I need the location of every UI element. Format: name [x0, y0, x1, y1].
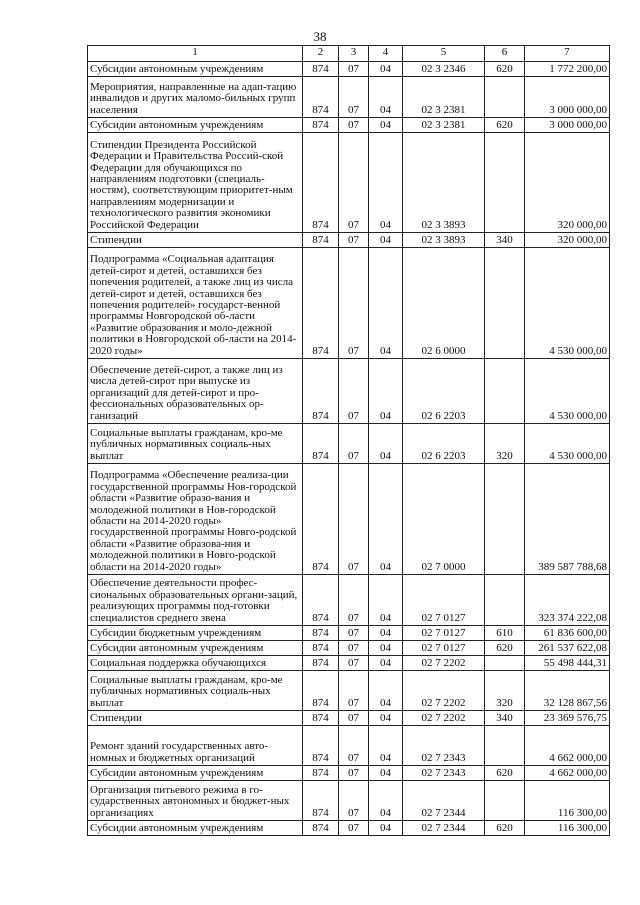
amount: 261 537 622,08	[525, 641, 610, 656]
subsection-code: 04	[369, 726, 403, 766]
ministry-code: 874	[303, 821, 339, 836]
section-code: 07	[339, 233, 369, 248]
section-code: 07	[339, 133, 369, 233]
expense-type-code: 320	[485, 424, 525, 464]
expense-type-code: 340	[485, 233, 525, 248]
table-row	[88, 641, 610, 656]
row-name: Подпрограмма «Обеспечение реализа-ции государственной программы Нов-городской области «Развитие образо-вания и молодежной политики в Нов-городской области на 2014-2020 годы» государственной программы Новго-родской области «Развитие образова-ния и молодежной политики в Новго-родской области на 2014-2020 годы»	[88, 464, 303, 575]
section-code: 07	[339, 464, 369, 575]
row-name: Субсидии автономным учреждениям	[88, 641, 303, 656]
target-article-code: 02 7 0000	[403, 464, 485, 575]
table-row	[88, 359, 610, 424]
subsection-code: 04	[369, 359, 403, 424]
amount: 116 300,00	[525, 781, 610, 821]
subsection-code: 04	[369, 821, 403, 836]
ministry-code: 874	[303, 424, 339, 464]
target-article-code: 02 7 0127	[403, 641, 485, 656]
table-row	[88, 656, 610, 671]
expense-type-code: 620	[485, 62, 525, 77]
ministry-code: 874	[303, 248, 339, 359]
target-article-code: 02 3 2381	[403, 118, 485, 133]
target-article-code: 02 3 2346	[403, 62, 485, 77]
ministry-code: 874	[303, 359, 339, 424]
target-article-code: 02 7 2344	[403, 821, 485, 836]
table-row	[88, 821, 610, 836]
ministry-code: 874	[303, 575, 339, 626]
table-row	[88, 781, 610, 821]
section-code: 07	[339, 248, 369, 359]
expense-type-code: 610	[485, 626, 525, 641]
target-article-code: 02 7 2202	[403, 671, 485, 711]
amount: 4 530 000,00	[525, 248, 610, 359]
target-article-code: 02 7 0127	[403, 575, 485, 626]
amount: 116 300,00	[525, 821, 610, 836]
amount: 320 000,00	[525, 233, 610, 248]
table-row	[88, 233, 610, 248]
section-code: 07	[339, 726, 369, 766]
subsection-code: 04	[369, 133, 403, 233]
section-code: 07	[339, 766, 369, 781]
subsection-code: 04	[369, 233, 403, 248]
expense-type-code	[485, 656, 525, 671]
ministry-code: 874	[303, 726, 339, 766]
ministry-code: 874	[303, 656, 339, 671]
row-name: Субсидии бюджетным учреждениям	[88, 626, 303, 641]
target-article-code: 02 3 2381	[403, 77, 485, 118]
table-row	[88, 424, 610, 464]
column-header: 7	[525, 46, 610, 62]
ministry-code: 874	[303, 77, 339, 118]
section-code: 07	[339, 626, 369, 641]
row-name: Социальные выплаты гражданам, кро-ме публичных нормативных социаль-ных выплат	[88, 424, 303, 464]
expense-type-code: 620	[485, 118, 525, 133]
expense-type-code: 320	[485, 671, 525, 711]
ministry-code: 874	[303, 62, 339, 77]
target-article-code: 02 7 0127	[403, 626, 485, 641]
column-header: 6	[485, 46, 525, 62]
column-header: 4	[369, 46, 403, 62]
target-article-code: 02 3 3893	[403, 133, 485, 233]
row-name: Обеспечение деятельности профес-сиональных образовательных органи-заций, реализующих программы под-готовки специалистов среднего звена	[88, 575, 303, 626]
subsection-code: 04	[369, 781, 403, 821]
expense-type-code	[485, 77, 525, 118]
row-name: Стипендии	[88, 711, 303, 726]
row-name: Стипендии	[88, 233, 303, 248]
table-row	[88, 626, 610, 641]
amount: 4 530 000,00	[525, 424, 610, 464]
row-name: Субсидии автономным учреждениям	[88, 821, 303, 836]
amount: 1 772 200,00	[525, 62, 610, 77]
row-name: Мероприятия, направленные на адап-тацию инвалидов и других маломо-бильных групп населения	[88, 77, 303, 118]
row-name: Социальная поддержка обучающихся	[88, 656, 303, 671]
column-header: 1	[88, 46, 303, 62]
target-article-code: 02 6 2203	[403, 424, 485, 464]
header-row	[88, 46, 610, 62]
amount: 320 000,00	[525, 133, 610, 233]
section-code: 07	[339, 62, 369, 77]
table-row	[88, 575, 610, 626]
ministry-code: 874	[303, 233, 339, 248]
subsection-code: 04	[369, 77, 403, 118]
subsection-code: 04	[369, 711, 403, 726]
expense-type-code	[485, 726, 525, 766]
ministry-code: 874	[303, 626, 339, 641]
section-code: 07	[339, 671, 369, 711]
row-name: Стипендии Президента Российской Федерации и Правительства Россий-ской Федерации для обучающихся по направлениям подготовки (специаль-ностям), соответствующим приоритет-ным направлениям модернизации и технологического развития экономики Российской Федерации	[88, 133, 303, 233]
section-code: 07	[339, 77, 369, 118]
subsection-code: 04	[369, 62, 403, 77]
row-name: Субсидии автономным учреждениям	[88, 118, 303, 133]
subsection-code: 04	[369, 626, 403, 641]
amount: 4 662 000,00	[525, 766, 610, 781]
row-name: Социальные выплаты гражданам, кро-ме публичных нормативных социаль-ных выплат	[88, 671, 303, 711]
subsection-code: 04	[369, 464, 403, 575]
ministry-code: 874	[303, 641, 339, 656]
amount: 4 662 000,00	[525, 726, 610, 766]
table-row	[88, 671, 610, 711]
expense-type-code: 340	[485, 711, 525, 726]
amount: 55 498 444,31	[525, 656, 610, 671]
section-code: 07	[339, 424, 369, 464]
expense-type-code	[485, 575, 525, 626]
amount: 323 374 222,08	[525, 575, 610, 626]
expense-type-code: 620	[485, 766, 525, 781]
subsection-code: 04	[369, 656, 403, 671]
row-name: Ремонт зданий государственных авто-номных и бюджетных организаций	[88, 726, 303, 766]
subsection-code: 04	[369, 424, 403, 464]
ministry-code: 874	[303, 766, 339, 781]
subsection-code: 04	[369, 766, 403, 781]
amount: 3 000 000,00	[525, 118, 610, 133]
subsection-code: 04	[369, 575, 403, 626]
table-row	[88, 133, 610, 233]
table-row	[88, 766, 610, 781]
amount: 3 000 000,00	[525, 77, 610, 118]
ministry-code: 874	[303, 464, 339, 575]
expense-type-code	[485, 248, 525, 359]
row-name: Субсидии автономным учреждениям	[88, 766, 303, 781]
amount: 4 530 000,00	[525, 359, 610, 424]
ministry-code: 874	[303, 781, 339, 821]
ministry-code: 874	[303, 711, 339, 726]
target-article-code: 02 7 2343	[403, 726, 485, 766]
amount: 61 836 600,00	[525, 626, 610, 641]
expense-type-code	[485, 464, 525, 575]
table-row	[88, 711, 610, 726]
ministry-code: 874	[303, 671, 339, 711]
subsection-code: 04	[369, 118, 403, 133]
section-code: 07	[339, 118, 369, 133]
table-row	[88, 77, 610, 118]
subsection-code: 04	[369, 641, 403, 656]
table-row	[88, 248, 610, 359]
ministry-code: 874	[303, 133, 339, 233]
expense-type-code	[485, 781, 525, 821]
amount: 23 369 576,75	[525, 711, 610, 726]
section-code: 07	[339, 711, 369, 726]
column-header: 3	[339, 46, 369, 62]
target-article-code: 02 7 2202	[403, 656, 485, 671]
column-header: 2	[303, 46, 339, 62]
page-number: 38	[313, 29, 327, 44]
expense-type-code	[485, 359, 525, 424]
budget-table	[87, 45, 610, 836]
row-name: Подпрограмма «Социальная адаптация детей-сирот и детей, оставшихся без попечения родителей, а также лиц из числа детей-сирот и детей, оставшихся без попечения родителей» государст-венной программы Новгородской об-ласти «Развитие образования и моло-дежной политики в Новгородской об-ласти на 2014-2020 годы»	[88, 248, 303, 359]
section-code: 07	[339, 641, 369, 656]
row-name: Организация питьевого режима в го-сударственных автономных и бюджет-ных организациях	[88, 781, 303, 821]
row-name: Обеспечение детей-сирот, а также лиц из числа детей-сирот при выпуске из организаций для детей-сирот и про-фессиональных образовательных ор-ганизаций	[88, 359, 303, 424]
table-row	[88, 726, 610, 766]
expense-type-code	[485, 133, 525, 233]
target-article-code: 02 7 2343	[403, 766, 485, 781]
amount: 389 587 788,68	[525, 464, 610, 575]
section-code: 07	[339, 575, 369, 626]
target-article-code: 02 6 0000	[403, 248, 485, 359]
section-code: 07	[339, 656, 369, 671]
table-row	[88, 464, 610, 575]
section-code: 07	[339, 359, 369, 424]
table-row	[88, 62, 610, 77]
row-name: Субсидии автономным учреждениям	[88, 62, 303, 77]
section-code: 07	[339, 821, 369, 836]
target-article-code: 02 7 2344	[403, 781, 485, 821]
section-code: 07	[339, 781, 369, 821]
column-header: 5	[403, 46, 485, 62]
expense-type-code: 620	[485, 821, 525, 836]
table-row	[88, 118, 610, 133]
target-article-code: 02 6 2203	[403, 359, 485, 424]
subsection-code: 04	[369, 248, 403, 359]
ministry-code: 874	[303, 118, 339, 133]
target-article-code: 02 7 2202	[403, 711, 485, 726]
amount: 32 128 867,56	[525, 671, 610, 711]
expense-type-code: 620	[485, 641, 525, 656]
target-article-code: 02 3 3893	[403, 233, 485, 248]
subsection-code: 04	[369, 671, 403, 711]
